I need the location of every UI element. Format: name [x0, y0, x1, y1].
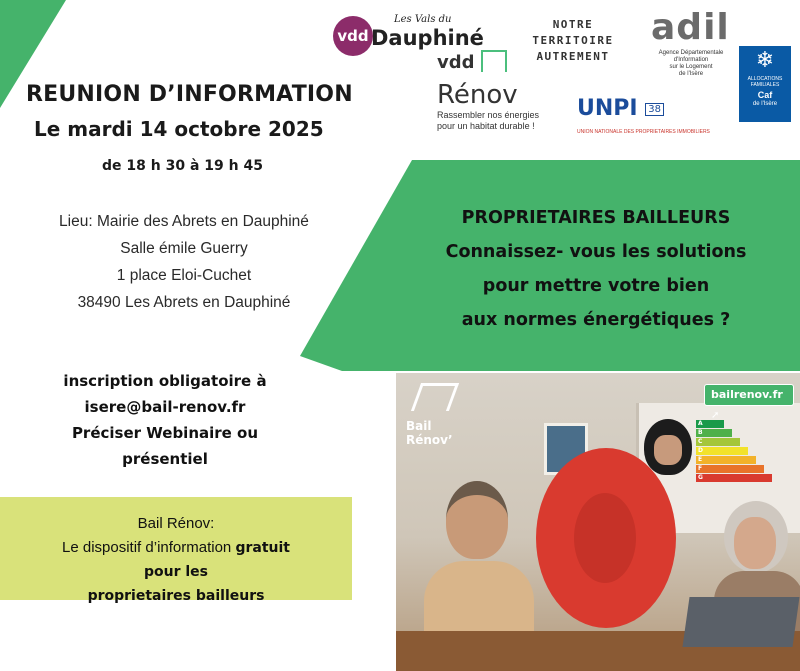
renov-tagline-2: pour un habitat durable !: [437, 121, 535, 131]
adil-subtitle-line2: d'Information: [673, 57, 709, 63]
renov-name: Rénov: [437, 80, 518, 110]
vdd-badge: vdd: [333, 16, 373, 56]
location-line1: Lieu: Mairie des Abrets en Dauphiné: [59, 213, 309, 230]
man-head: [446, 481, 508, 559]
location-line2: Salle émile Guerry: [120, 240, 248, 257]
bail-renov-mark-icon: [411, 383, 459, 411]
caf-allocations: ALLOCATIONS FAMILIALES: [747, 76, 783, 88]
unpi-mark: [577, 96, 727, 121]
energy-bar-e: E: [696, 456, 756, 464]
adil-logo: [651, 8, 731, 78]
bailrenov-url-badge[interactable]: [704, 384, 794, 421]
unpi-logo: [577, 96, 727, 135]
bail-line4-text: proprietaires bailleurs: [87, 588, 265, 604]
promo-line1: PROPRIETAIRES BAILLEURS: [461, 208, 731, 228]
bail-line3-text: pour les: [143, 564, 208, 580]
energy-bar-d: D: [696, 447, 748, 455]
adil-subtitle: [651, 50, 731, 78]
caf-logo: [739, 46, 791, 122]
bail-renov-photo-logo: [406, 383, 472, 447]
bail-line2: [0, 536, 352, 560]
woman-face: [734, 517, 776, 569]
caf-region: de l'Isère: [752, 101, 778, 107]
cursor-icon: ➚: [711, 410, 720, 421]
territoire-line1: NOTRE TERRITOIRE: [532, 18, 614, 47]
bail-line3: [0, 560, 352, 584]
unpi-wordmark: UNPI: [577, 96, 638, 121]
promo-line4: aux normes énergétiques ?: [461, 310, 731, 330]
energy-bar-g: G: [696, 474, 772, 482]
energy-bar-c: C: [696, 438, 740, 446]
adil-subtitle-line1: Agence Départementale: [658, 50, 724, 56]
renov-badge-row: [437, 50, 567, 80]
bail-renov-logo-line2: Rénov’: [406, 433, 453, 447]
house-icon: [481, 50, 507, 72]
photo-laptop: [682, 597, 799, 647]
vdd-renov-logo: [437, 50, 567, 132]
promo-line3: pour mettre votre bien: [482, 276, 710, 296]
renov-tagline-1: Rassembler nos énergies: [437, 110, 540, 120]
adil-subtitle-line4: de l'Isère: [678, 71, 704, 77]
registration-line1: inscription obligatoire à: [63, 372, 267, 390]
event-date: Le mardi 14 octobre 2025: [34, 117, 324, 141]
event-title: REUNION D’INFORMATION: [26, 82, 353, 107]
registration-line3: Préciser Webinaire ou: [71, 424, 259, 442]
event-hours: de 18 h 30 à 19 h 45: [102, 158, 263, 174]
unpi-subtitle: UNION NATIONALE DES PROPRIETAIRES IMMOBILIERS: [577, 129, 710, 135]
unpi-number: 38: [645, 103, 664, 116]
bail-renov-block: [0, 512, 352, 608]
location-block: [14, 208, 354, 316]
energy-bar-b: B: [696, 429, 732, 437]
location-line4: 38490 Les Abrets en Dauphiné: [77, 294, 291, 311]
renov-badge: vdd: [437, 52, 475, 73]
caf-name: Caf: [757, 90, 773, 100]
bailrenov-url-text[interactable]: bailrenov.fr: [711, 388, 783, 401]
energy-label-chart: [696, 420, 776, 483]
registration-block: [10, 368, 320, 472]
bail-line4: [0, 584, 352, 608]
photo-red-letter-g-inner: [574, 493, 636, 583]
vdd-dauphine-logo: [331, 12, 491, 54]
location-line3: 1 place Eloi-Cuchet: [116, 267, 252, 284]
vdd-big-text: Dauphiné: [371, 26, 484, 50]
adil-subtitle-line3: sur le Logement: [669, 64, 713, 70]
bail-renov-logo-line1: Bail: [406, 419, 432, 433]
bail-line1: Bail Rénov:: [137, 515, 215, 532]
energy-bar-a: A: [696, 420, 724, 428]
territoire-line2: AUTREMENT: [536, 50, 610, 63]
photo-suit-face: [654, 435, 682, 465]
promo-block: [404, 201, 788, 337]
adil-wordmark: adil: [651, 7, 730, 48]
snowflake-icon: ❄: [755, 48, 775, 73]
registration-email: isere@bail-renov.fr: [84, 398, 246, 416]
vdd-small-text: Les Vals du: [394, 14, 452, 25]
energy-bar-f: F: [696, 465, 764, 473]
promo-line2: Connaissez- vous les solutions: [445, 242, 747, 262]
registration-line4: présentiel: [122, 450, 208, 468]
bail-line2-bold: gratuit: [235, 540, 290, 556]
bail-line2-normal: Le dispositif d’information: [62, 539, 232, 556]
